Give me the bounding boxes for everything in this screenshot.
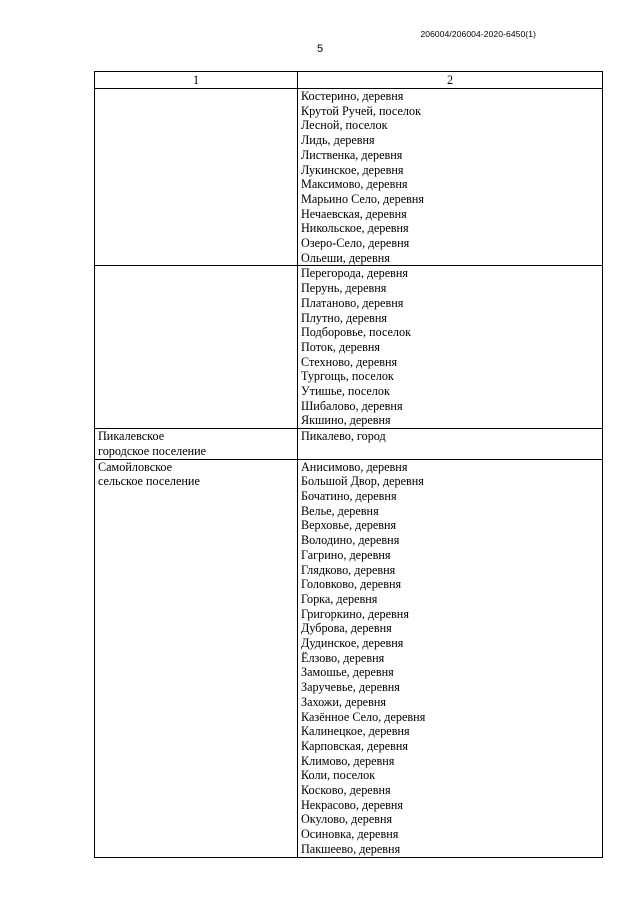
settlement-name: Климово, деревня xyxy=(301,753,395,768)
settlement-name: Платаново, деревня xyxy=(301,295,404,310)
settlement-name: Володино, деревня xyxy=(301,533,400,548)
settlements-table xyxy=(94,71,603,858)
settlement-name: Плутно, деревня xyxy=(301,310,388,325)
settlement-name: Коли, поселок xyxy=(301,768,376,783)
municipality-name: Самойловское xyxy=(98,459,173,474)
settlement-name: Перунь, деревня xyxy=(301,281,387,296)
settlement-name: Григоркино, деревня xyxy=(301,606,409,621)
settlements-cell xyxy=(298,429,603,459)
settlement-name: Заручевье, деревня xyxy=(301,680,400,695)
settlement-name: Никольское, деревня xyxy=(301,221,409,236)
settlement-name: Горка, деревня xyxy=(301,591,378,606)
page-number: 5 xyxy=(316,43,324,55)
settlement-name: Захожи, деревня xyxy=(301,694,386,709)
table-row xyxy=(95,89,603,266)
settlement-name: Подборовье, поселок xyxy=(301,325,412,340)
settlements-cell xyxy=(298,89,603,266)
settlement-name: Бочатино, деревня xyxy=(301,488,397,503)
settlement-name: Карповская, деревня xyxy=(301,738,409,753)
municipality-cell xyxy=(95,89,298,266)
municipality-cell xyxy=(95,459,298,857)
settlement-name: Гагрино, деревня xyxy=(301,547,391,562)
settlement-name: Тургощь, поселок xyxy=(301,369,394,384)
settlement-name: Якшино, деревня xyxy=(301,413,391,428)
settlement-name: Косково, деревня xyxy=(301,783,391,798)
settlement-name: Некрасово, деревня xyxy=(301,797,403,812)
settlement-name: Дуброва, деревня xyxy=(301,621,392,636)
settlement-name: Глядково, деревня xyxy=(301,562,396,577)
settlement-name: Калинецкое, деревня xyxy=(301,724,410,739)
table-header-row xyxy=(95,72,603,89)
settlement-name: Лидь, деревня xyxy=(301,133,375,148)
settlement-name: Пикалево, город xyxy=(301,429,386,444)
table-row xyxy=(95,429,603,459)
table-row xyxy=(95,459,603,857)
municipality-cell xyxy=(95,266,298,429)
settlement-name: Лесной, поселок xyxy=(301,118,388,133)
settlement-name: Нечаевская, деревня xyxy=(301,206,407,221)
settlement-name: Лиственка, деревня xyxy=(301,147,403,162)
table-row xyxy=(95,266,603,429)
settlement-name: Перегорода, деревня xyxy=(301,266,409,281)
settlements-cell xyxy=(298,459,603,857)
settlement-name: Крутой Ручей, поселок xyxy=(301,103,421,118)
settlement-name: Большой Двор, деревня xyxy=(301,474,424,489)
municipality-cell xyxy=(95,429,298,459)
settlement-name: Велье, деревня xyxy=(301,503,379,518)
settlement-name: Ольеши, деревня xyxy=(301,250,390,265)
settlement-name: Окулово, деревня xyxy=(301,812,393,827)
settlement-name: Марьино Село, деревня xyxy=(301,191,425,206)
column-header-1: 1 xyxy=(95,72,298,89)
settlement-name: Анисимово, деревня xyxy=(301,459,408,474)
settlement-name: Утишье, поселок xyxy=(301,384,390,399)
settlement-name: Озеро-Село, деревня xyxy=(301,236,410,251)
settlement-name: Замошье, деревня xyxy=(301,665,394,680)
column-header-2: 2 xyxy=(298,72,603,89)
municipality-name: сельское поселение xyxy=(98,474,200,489)
settlement-name: Максимово, деревня xyxy=(301,177,408,192)
settlement-name: Верховье, деревня xyxy=(301,518,397,533)
settlement-name: Казённое Село, деревня xyxy=(301,709,426,724)
settlement-name: Дудинское, деревня xyxy=(301,636,404,651)
municipality-name: городское поселение xyxy=(98,443,207,458)
settlement-name: Ёлзово, деревня xyxy=(301,650,385,665)
settlement-name: Осиновка, деревня xyxy=(301,827,399,842)
settlement-name: Стехново, деревня xyxy=(301,354,398,369)
settlement-name: Поток, деревня xyxy=(301,339,381,354)
document-id: 206004/206004-2020-6450(1) xyxy=(420,29,536,39)
municipality-name: Пикалевское xyxy=(98,429,165,444)
settlement-name: Шибалово, деревня xyxy=(301,398,403,413)
settlement-name: Головково, деревня xyxy=(301,577,402,592)
settlement-name: Пакшеево, деревня xyxy=(301,841,401,856)
settlement-name: Костерино, деревня xyxy=(301,89,404,103)
settlements-cell xyxy=(298,266,603,429)
settlement-name: Лукинское, деревня xyxy=(301,162,404,177)
